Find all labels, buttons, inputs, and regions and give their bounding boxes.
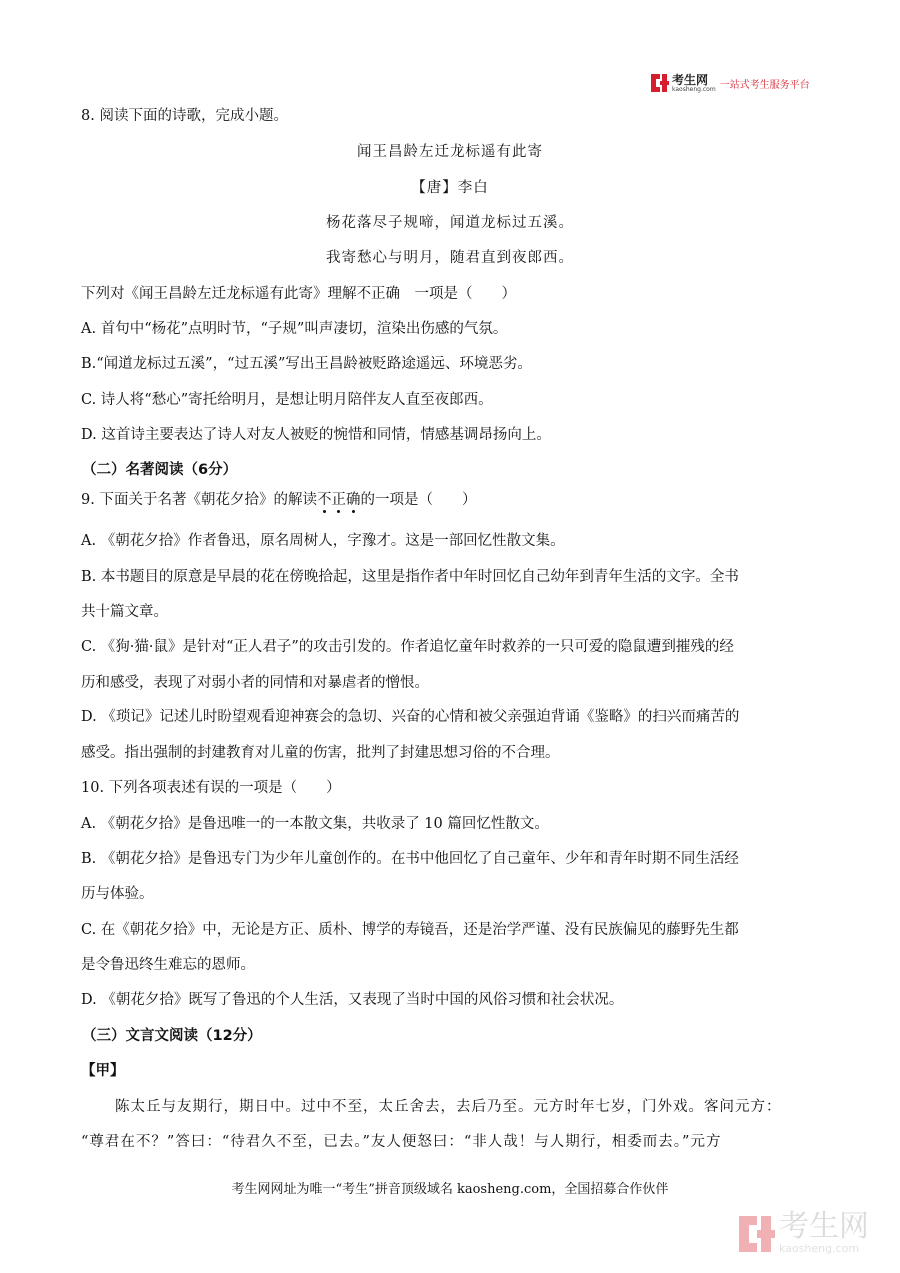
q9-option-b-line2: 共十篇文章。	[81, 604, 168, 620]
section2-heading: （二）名著阅读（6分）	[82, 462, 238, 478]
q10-option-c-line1: C. 在《朝花夕拾》中，无论是方正、质朴、博学的寿镜吾，还是治学严谨、没有民族偏见的藤野先生都	[81, 922, 739, 938]
q10-stem: 10. 下列各项表述有误的一项是（ ）	[81, 780, 341, 796]
logo-domain: kaosheng.com	[672, 85, 716, 93]
watermark	[739, 1209, 869, 1255]
q8-option-a: A. 首句中“杨花”点明时节，“子规”叫声凄切，渲染出伤感的气氛。	[81, 321, 508, 337]
q8-stem: 8. 阅读下面的诗歌，完成小题。	[81, 108, 288, 124]
page-footer: 考生网网址为唯一“考生”拼音顶级域名 kaosheng.com，全国招募合作伙伴	[231, 1182, 669, 1197]
q9-option-d-line2: 感受。指出强制的封建教育对儿童的伤害，批判了封建思想习俗的不合理。	[81, 745, 560, 761]
poem-title: 闻王昌龄左迁龙标遥有此寄	[357, 144, 543, 160]
q8-question: 下列对《闻王昌龄左迁龙标遥有此寄》理解不正确 一项是（ ）	[81, 286, 516, 302]
classical-text-line2: “尊君在不？”答曰：“待君久不至，已去。”友人便怒曰：“非人哉！与人期行，相委而去。”元方	[81, 1134, 722, 1150]
poem-line-2: 我寄愁心与明月，随君直到夜郎西。	[326, 250, 574, 266]
q10-option-d: D. 《朝花夕拾》既写了鲁迅的个人生活，又表现了当时中国的风俗习惯和社会状况。	[81, 992, 624, 1008]
q9-option-a: A. 《朝花夕拾》作者鲁迅，原名周树人，字豫才。这是一部回忆性散文集。	[81, 533, 565, 549]
q10-option-b-line2: 历与体验。	[81, 886, 154, 902]
q10-option-a: A. 《朝花夕拾》是鲁迅唯一的一本散文集，共收录了 10 篇回忆性散文。	[81, 816, 549, 832]
logo-slogan: 一站式考生服务平台	[719, 79, 810, 91]
q10-option-c-line2: 是令鲁迅终生难忘的恩师。	[81, 957, 255, 973]
classical-text-line1: 陈太丘与友期行，期日中。过中不至，太丘舍去，去后乃至。元方时年七岁，门外戏。客问元方：	[115, 1099, 782, 1115]
q8-option-d: D. 这首诗主要表达了诗人对友人被贬的惋惜和同情，情感基调昂扬向上。	[81, 427, 551, 443]
q9-option-b-line1: B. 本书题目的原意是早晨的花在傍晚拾起，这里是指作者中年时回忆自己幼年到青年生活的文字。全书	[81, 569, 739, 585]
emphasis-char: 不	[316, 492, 332, 508]
watermark-domain: kaosheng.com	[779, 1242, 860, 1255]
q8-option-b: B.“闻道龙标过五溪”，“过五溪”写出王昌龄被贬路途遥远、环境恶劣。	[81, 356, 532, 372]
site-logo	[651, 72, 810, 94]
q9-option-c-line2: 历和感受，表现了对弱小者的同情和对暴虐者的憎恨。	[81, 675, 429, 691]
poem-line-1: 杨花落尽子规啼，闻道龙标过五溪。	[326, 215, 574, 231]
q9-stem-part1: 9. 下面关于名著《朝花夕拾》的解读	[81, 492, 317, 508]
watermark-brand: 考生网	[779, 1209, 869, 1244]
q9-option-c-line1: C. 《狗·猫·鼠》是针对“正人君子”的攻击引发的。作者追忆童年时救养的一只可爱的隐鼠遭到摧残的经	[81, 639, 734, 655]
q10-option-b-line1: B. 《朝花夕拾》是鲁迅专门为少年儿童创作的。在书中他回忆了自己童年、少年和青年时期不同生活经	[81, 851, 739, 867]
q9-stem-part2: 的一项是（ ）	[360, 492, 477, 508]
watermark-logo-icon	[739, 1216, 775, 1252]
kaosheng-logo-icon	[651, 74, 669, 92]
q9-stem	[81, 490, 476, 510]
poem-author: 【唐】李白	[411, 180, 489, 196]
emphasis-char: 正	[331, 492, 346, 508]
q9-option-d-line1: D. 《琐记》记述儿时盼望观看迎神赛会的急切、兴奋的心情和被父亲强迫背诵《鉴略》的扫兴而痛苦的	[81, 709, 740, 725]
section3-heading: （三）文言文阅读（12分）	[82, 1028, 262, 1044]
q8-option-c: C. 诗人将“愁心”寄托给明月，是想让明月陪伴友人直至夜郎西。	[81, 392, 493, 408]
section3-part-label: 【甲】	[81, 1063, 125, 1079]
logo-brand: 考生网	[672, 72, 709, 87]
emphasis-char: 确	[345, 492, 361, 508]
